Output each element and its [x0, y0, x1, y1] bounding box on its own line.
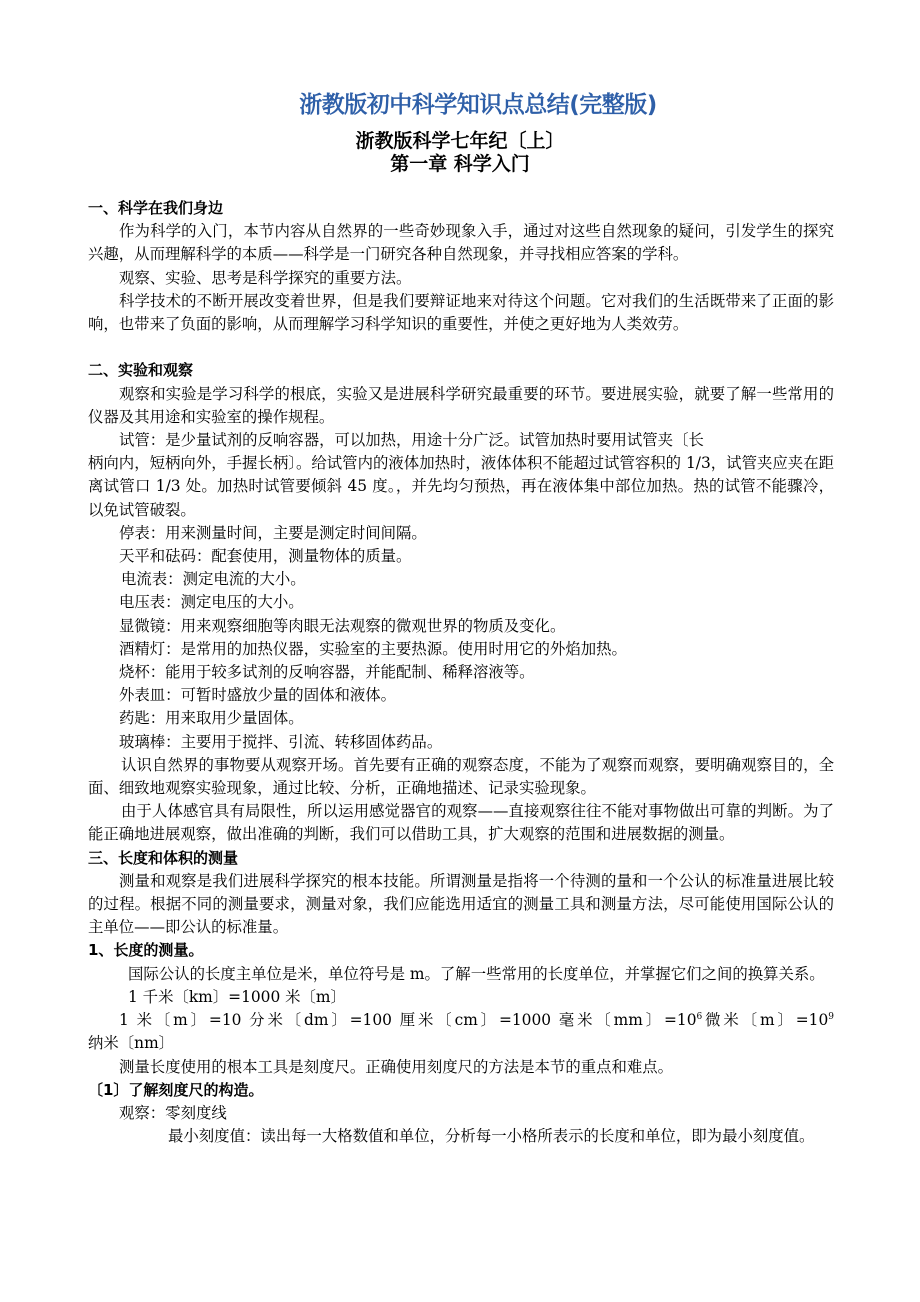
paragraph: 观察：零刻度线: [119, 1103, 227, 1122]
conversion-line: 1 千米〔km〕=1000 米〔m〕: [128, 987, 346, 1006]
list-item: 外表皿：可暂时盛放少量的固体和液体。: [119, 686, 397, 705]
text: 试管：是少量试剂的反响容器，可以加热，用途十分广泛。试管加热时要用试管夹〔长: [119, 431, 704, 450]
paragraph: 测量和观察是我们进展科学探究的根本技能。所谓测量是指将一个待测的量和一个公认的标准量进展比较的过程。根据不同的测量要求，测量对象，我们应能选用适宜的测量工具和测量方法，尽可能使用国际公认的主单位——即公认的标准量。: [88, 871, 834, 937]
section-heading: 二、实验和观察: [88, 361, 194, 380]
document-title: 浙教版初中科学知识点总结(完整版): [299, 92, 657, 118]
section-heading: 三、长度和体积的测量: [88, 848, 239, 867]
list-item: 玻璃棒：主要用于搅拌、引流、转移固体药品。: [119, 732, 443, 751]
paragraph: 作为科学的入门，本节内容从自然界的一些奇妙现象入手，通过对这些自然现象的疑问，引发学生的探究兴趣，从而理解科学的本质——科学是一门研究各种自然现象，并寻找相应答案的学科。: [88, 222, 834, 264]
list-item: 烧杯：能用于较多试剂的反响容器，并能配制、稀释溶液等。: [119, 663, 535, 682]
chapter-title: 第一章 科学入门: [390, 153, 530, 175]
exponent: 9: [828, 1011, 834, 1022]
document-subtitle: 浙教版科学七年纪〔上〕: [355, 130, 565, 152]
text: 柄向内，短柄向外，手握长柄〕。给试管内的液体加热时，液体体积不能超过试管容积的 1/3，试管夹应夹在距离试管口 1/3 处。加热时试管要倾斜 45 度。，并先均匀预热，再在液体集中部位加热。热的试管不能骤冷，以免试管破裂。: [88, 454, 834, 519]
list-item: 酒精灯：是常用的加热仪器，实验室的主要热源。使用时用它的外焰加热。: [119, 639, 627, 658]
paragraph: 观察和实验是学习科学的根底，实验又是进展科学研究最重要的环节。要进展实验，就要了解一些常用的仪器及其用途和实验室的操作规程。: [88, 384, 834, 426]
conversion-line: [88, 1009, 834, 1055]
paragraph: 认识自然界的事物要从观察开场。首先要有正确的观察态度，不能为了观察而观察，要明确观察目的，全面、细致地观察实验现象，通过比较、分析，正确地描述、记录实验现象。: [88, 755, 834, 798]
paragraph: 观察、实验、思考是科学探究的重要方法。: [119, 268, 412, 287]
document-body: [88, 197, 834, 1148]
text: 纳米〔nm〕: [88, 1034, 175, 1053]
list-item: 停表：用来测量时间，主要是测定时间间隔。: [119, 523, 427, 542]
paragraph: 测量长度使用的根本工具是刻度尺。正确使用刻度尺的方法是本节的重点和难点。: [119, 1057, 674, 1076]
paragraph: 科学技术的不断开展改变着世界，但是我们要辩证地来对待这个问题。它对我们的生活既带来了正面的影响，也带来了负面的影响，从而理解学习科学知识的重要性，并使之更好地为人类效劳。: [88, 291, 834, 334]
section-heading: 一、科学在我们身边: [88, 199, 224, 217]
paragraph: 国际公认的长度主单位是米，单位符号是 m。了解一些常用的长度单位，并掌握它们之间的换算关系。: [128, 964, 825, 983]
text: 微米〔m〕=10: [702, 1011, 829, 1030]
text: 1 米〔m〕=10 分米〔dm〕=100 厘米〔cm〕=1000 毫米〔mm〕=10: [119, 1011, 697, 1030]
exponent: 6: [696, 1011, 703, 1022]
list-item: 药匙：用来取用少量固体。: [119, 709, 304, 728]
paragraph: 由于人体感官具有局限性，所以运用感觉器官的观察——直接观察往往不能对事物做出可靠的判断。为了能正确地进展观察，做出准确的判断，我们可以借助工具，扩大观察的范围和进展数据的测量。: [88, 802, 834, 844]
list-item: 电流表：测定电流的大小。: [121, 570, 306, 589]
list-item: 电压表：测定电压的大小。: [119, 593, 304, 612]
paragraph-test-tube: [88, 429, 834, 522]
list-item: 天平和砝码：配套使用，测量物体的质量。: [119, 547, 412, 566]
paragraph: 最小刻度值：读出每一大格数值和单位，分析每一小格所表示的长度和单位，即为最小刻度值。: [168, 1127, 815, 1146]
subsection-heading: 1、长度的测量。: [88, 941, 204, 960]
subsection-heading: 〔1〕了解刻度尺的构造。: [88, 1080, 264, 1099]
list-item: 显微镜：用来观察细胞等肉眼无法观察的微观世界的物质及变化。: [119, 616, 566, 635]
